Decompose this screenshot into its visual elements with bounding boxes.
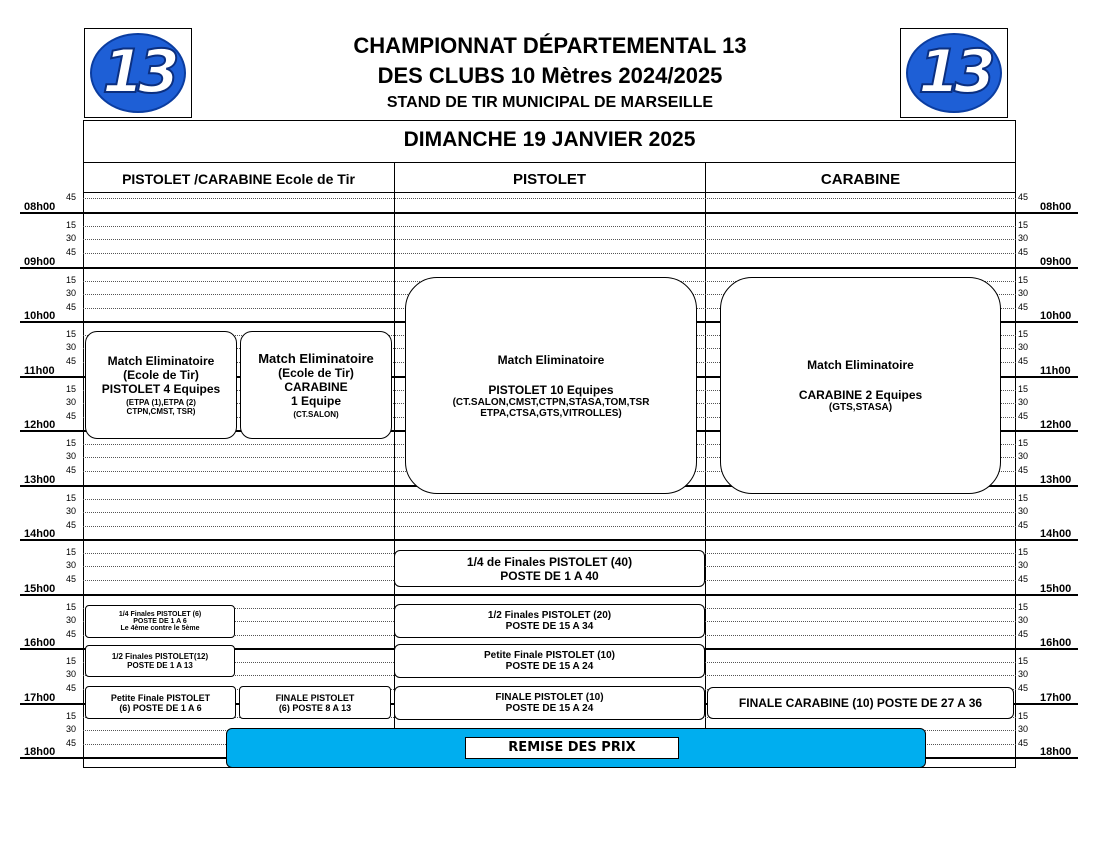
quarter-line [83,526,1016,527]
hour-label-right: 08h00 [1040,201,1072,213]
minute-label-right: 45 [1018,520,1029,530]
event-line: POSTE DE 15 A 24 [505,703,594,714]
minute-label-right: 45 [1018,411,1029,421]
minute-label-left: 30 [66,451,77,461]
hour-label-left: 10h00 [24,310,56,322]
event-carabine-match [720,277,1001,494]
event-line: (GTS,STASA) [828,402,893,413]
event-line: (6) POSTE 8 A 13 [278,702,352,713]
hour-label-left: 14h00 [24,528,56,540]
minute-label-left: 15 [66,602,77,612]
minute-label-right: 30 [1018,397,1029,407]
minute-label-left: 30 [66,560,77,570]
minute-label-left: 30 [66,342,77,352]
date-divider [83,162,1016,163]
minute-label-left: 30 [66,397,77,407]
event-line: Match Eliminatoire [107,354,215,368]
minute-label-right: 30 [1018,615,1029,625]
event-line: POSTE DE 1 A 40 [500,568,599,583]
minute-label-left: 30 [66,233,77,243]
event-carabine-finale [707,687,1014,719]
hour-label-left: 18h00 [24,746,56,758]
event-ecole-finale [239,686,391,719]
minute-label-left: 45 [66,574,77,584]
hour-label-left: 09h00 [24,256,56,268]
minute-label-left: 45 [66,465,77,475]
minute-label-left: 15 [66,493,77,503]
minute-label-right: 45 [1018,683,1029,693]
minute-label-left: 45 [66,683,77,693]
event-pistolet-petite-finale [394,644,705,678]
minute-label-right: 15 [1018,329,1029,339]
minute-label-right: 15 [1018,220,1029,230]
event-remise-des-prix [226,728,926,768]
date-heading: DIMANCHE 19 JANVIER 2025 [403,128,696,151]
event-line: CTPN,CMST, TSR) [126,407,196,416]
hour-line [20,539,1078,541]
minute-label-left: 45 [66,192,77,203]
minute-label-right: 30 [1018,506,1029,516]
hour-label-left: 16h00 [24,637,56,649]
event-line: POSTE DE 15 A 34 [505,621,594,632]
minute-label-left: 45 [66,356,77,366]
minute-label-right: 45 [1018,247,1029,257]
hour-label-right: 15h00 [1040,583,1072,595]
minute-label-right: 30 [1018,233,1029,243]
logo-left [84,28,192,118]
hour-label-left: 11h00 [24,365,55,377]
hour-label-right: 10h00 [1040,310,1072,322]
hour-label-right: 09h00 [1040,256,1072,268]
quarter-line [83,253,1016,254]
column-header-carabine: CARABINE [820,171,901,188]
quarter-line [83,512,1016,513]
event-line: Match Eliminatoire [497,352,605,367]
minute-label-left: 30 [66,506,77,516]
column-header-ecole: PISTOLET /CARABINE Ecole de Tir [122,171,355,187]
minute-label-right: 30 [1018,451,1029,461]
event-line: Petite Finale PISTOLET [110,692,211,703]
minute-label-left: 30 [66,615,77,625]
event-line: POSTE DE 15 A 24 [505,661,594,672]
hour-label-right: 18h00 [1040,746,1072,758]
minute-label-left: 15 [66,220,77,230]
logo-number: 13 [918,37,990,107]
minute-label-right: 15 [1018,438,1029,448]
minute-label-right: 15 [1018,547,1029,557]
minute-label-left: 45 [66,520,77,530]
minute-label-right: 30 [1018,560,1029,570]
event-line: Petite Finale PISTOLET (10) [484,650,615,661]
hour-line [20,594,1078,596]
event-pistolet-match [405,277,697,494]
column-header-pistolet: PISTOLET [512,171,587,188]
event-line: POSTE DE 1 A 6 [133,618,187,625]
hour-label-left: 15h00 [24,583,56,595]
quarter-line [83,198,1016,199]
hour-line [20,267,1078,269]
minute-label-right: 15 [1018,275,1029,285]
minute-label-left: 15 [66,438,77,448]
event-line: Match Eliminatoire [807,358,914,372]
column-header-divider [83,192,1016,193]
minute-label-right: 30 [1018,288,1029,298]
title-line2: DES CLUBS 10 Mètres 2024/2025 [377,63,723,88]
event-line: 1 Equipe [290,394,341,408]
minute-label-left: 45 [66,738,77,748]
hour-label-left: 13h00 [24,474,56,486]
quarter-line [83,239,1016,240]
event-line: FINALE PISTOLET (10) [495,692,604,703]
event-line: (Ecole de Tir) [123,368,199,382]
minute-label-right: 15 [1018,656,1029,666]
hour-label-right: 14h00 [1040,528,1072,540]
event-line: PISTOLET 4 Equipes [101,382,221,396]
event-line: 1/4 de Finales PISTOLET (40) [466,554,633,569]
minute-label-left: 45 [66,302,77,312]
hour-line [20,212,1078,214]
minute-label-right: 45 [1018,574,1029,584]
minute-label-right: 45 [1018,356,1029,366]
event-line: POSTE DE 1 A 13 [127,661,193,670]
event-line: CARABINE [284,380,348,394]
hour-label-right: 17h00 [1040,692,1072,704]
event-line: ETPA,CTSA,GTS,VITROLLES) [480,407,622,419]
minute-label-left: 15 [66,547,77,557]
event-pistolet-quarts [394,550,705,587]
minute-label-right: 15 [1018,602,1029,612]
minute-label-right: 45 [1018,192,1029,203]
event-line: 1/4 Finales PISTOLET (6) [118,611,202,618]
logo-right [900,28,1008,118]
event-pistolet-finale [394,686,705,720]
title-line3: STAND DE TIR MUNICIPAL DE MARSEILLE [386,94,714,111]
minute-label-left: 30 [66,288,77,298]
hour-label-left: 12h00 [24,419,56,431]
event-ecole-quarts [85,605,235,638]
event-line: 1/2 Finales PISTOLET (20) [487,610,612,621]
minute-label-left: 45 [66,247,77,257]
minute-label-right: 45 [1018,629,1029,639]
event-ecole-demis [85,645,235,677]
hour-label-right: 16h00 [1040,637,1072,649]
minute-label-right: 30 [1018,669,1029,679]
hour-label-left: 17h00 [24,692,56,704]
quarter-line [83,499,1016,500]
event-line: (ETPA (1),ETPA (2) [126,398,196,407]
event-line: FINALE CARABINE (10) POSTE DE 27 A 36 [738,696,983,710]
minute-label-left: 45 [66,629,77,639]
event-line: CARABINE 2 Equipes [798,388,923,402]
event-line: FINALE PISTOLET [275,692,355,703]
minute-label-right: 45 [1018,465,1029,475]
minute-label-left: 30 [66,669,77,679]
event-line: (CT.SALON) [293,410,339,419]
minute-label-right: 15 [1018,384,1029,394]
event-line: Le 4ème contre le 5ème [120,625,200,632]
minute-label-left: 15 [66,329,77,339]
minute-label-left: 15 [66,711,77,721]
quarter-line [83,226,1016,227]
minute-label-right: 15 [1018,711,1029,721]
event-line: (6) POSTE DE 1 A 6 [119,702,202,713]
minute-label-left: 15 [66,275,77,285]
minute-label-right: 15 [1018,493,1029,503]
event-pistolet-demis [394,604,705,638]
hour-label-left: 08h00 [24,201,56,213]
hour-label-right: 12h00 [1040,419,1072,431]
minute-label-right: 45 [1018,302,1029,312]
minute-label-left: 15 [66,656,77,666]
minute-label-right: 30 [1018,342,1029,352]
event-line: (CT.SALON,CMST,CTPN,STASA,TOM,TSR [452,396,650,408]
minute-label-left: 30 [66,724,77,734]
remise-label: REMISE DES PRIX [465,737,679,759]
event-line: PISTOLET 10 Equipes [488,382,614,397]
title-line1: CHAMPIONNAT DÉPARTEMENTAL 13 [353,33,747,58]
event-ecole-petite-finale [85,686,236,719]
event-line: (Ecole de Tir) [278,366,354,380]
minute-label-left: 45 [66,411,77,421]
minute-label-right: 45 [1018,738,1029,748]
logo-number: 13 [102,37,174,107]
event-line: 1/2 Finales PISTOLET(12) [111,652,209,661]
hour-label-right: 11h00 [1040,365,1071,377]
event-line: Match Eliminatoire [258,351,374,366]
minute-label-left: 15 [66,384,77,394]
event-ecole-carabine-match [240,331,392,439]
minute-label-right: 30 [1018,724,1029,734]
hour-label-right: 13h00 [1040,474,1072,486]
event-ecole-pistolet-match [85,331,237,439]
